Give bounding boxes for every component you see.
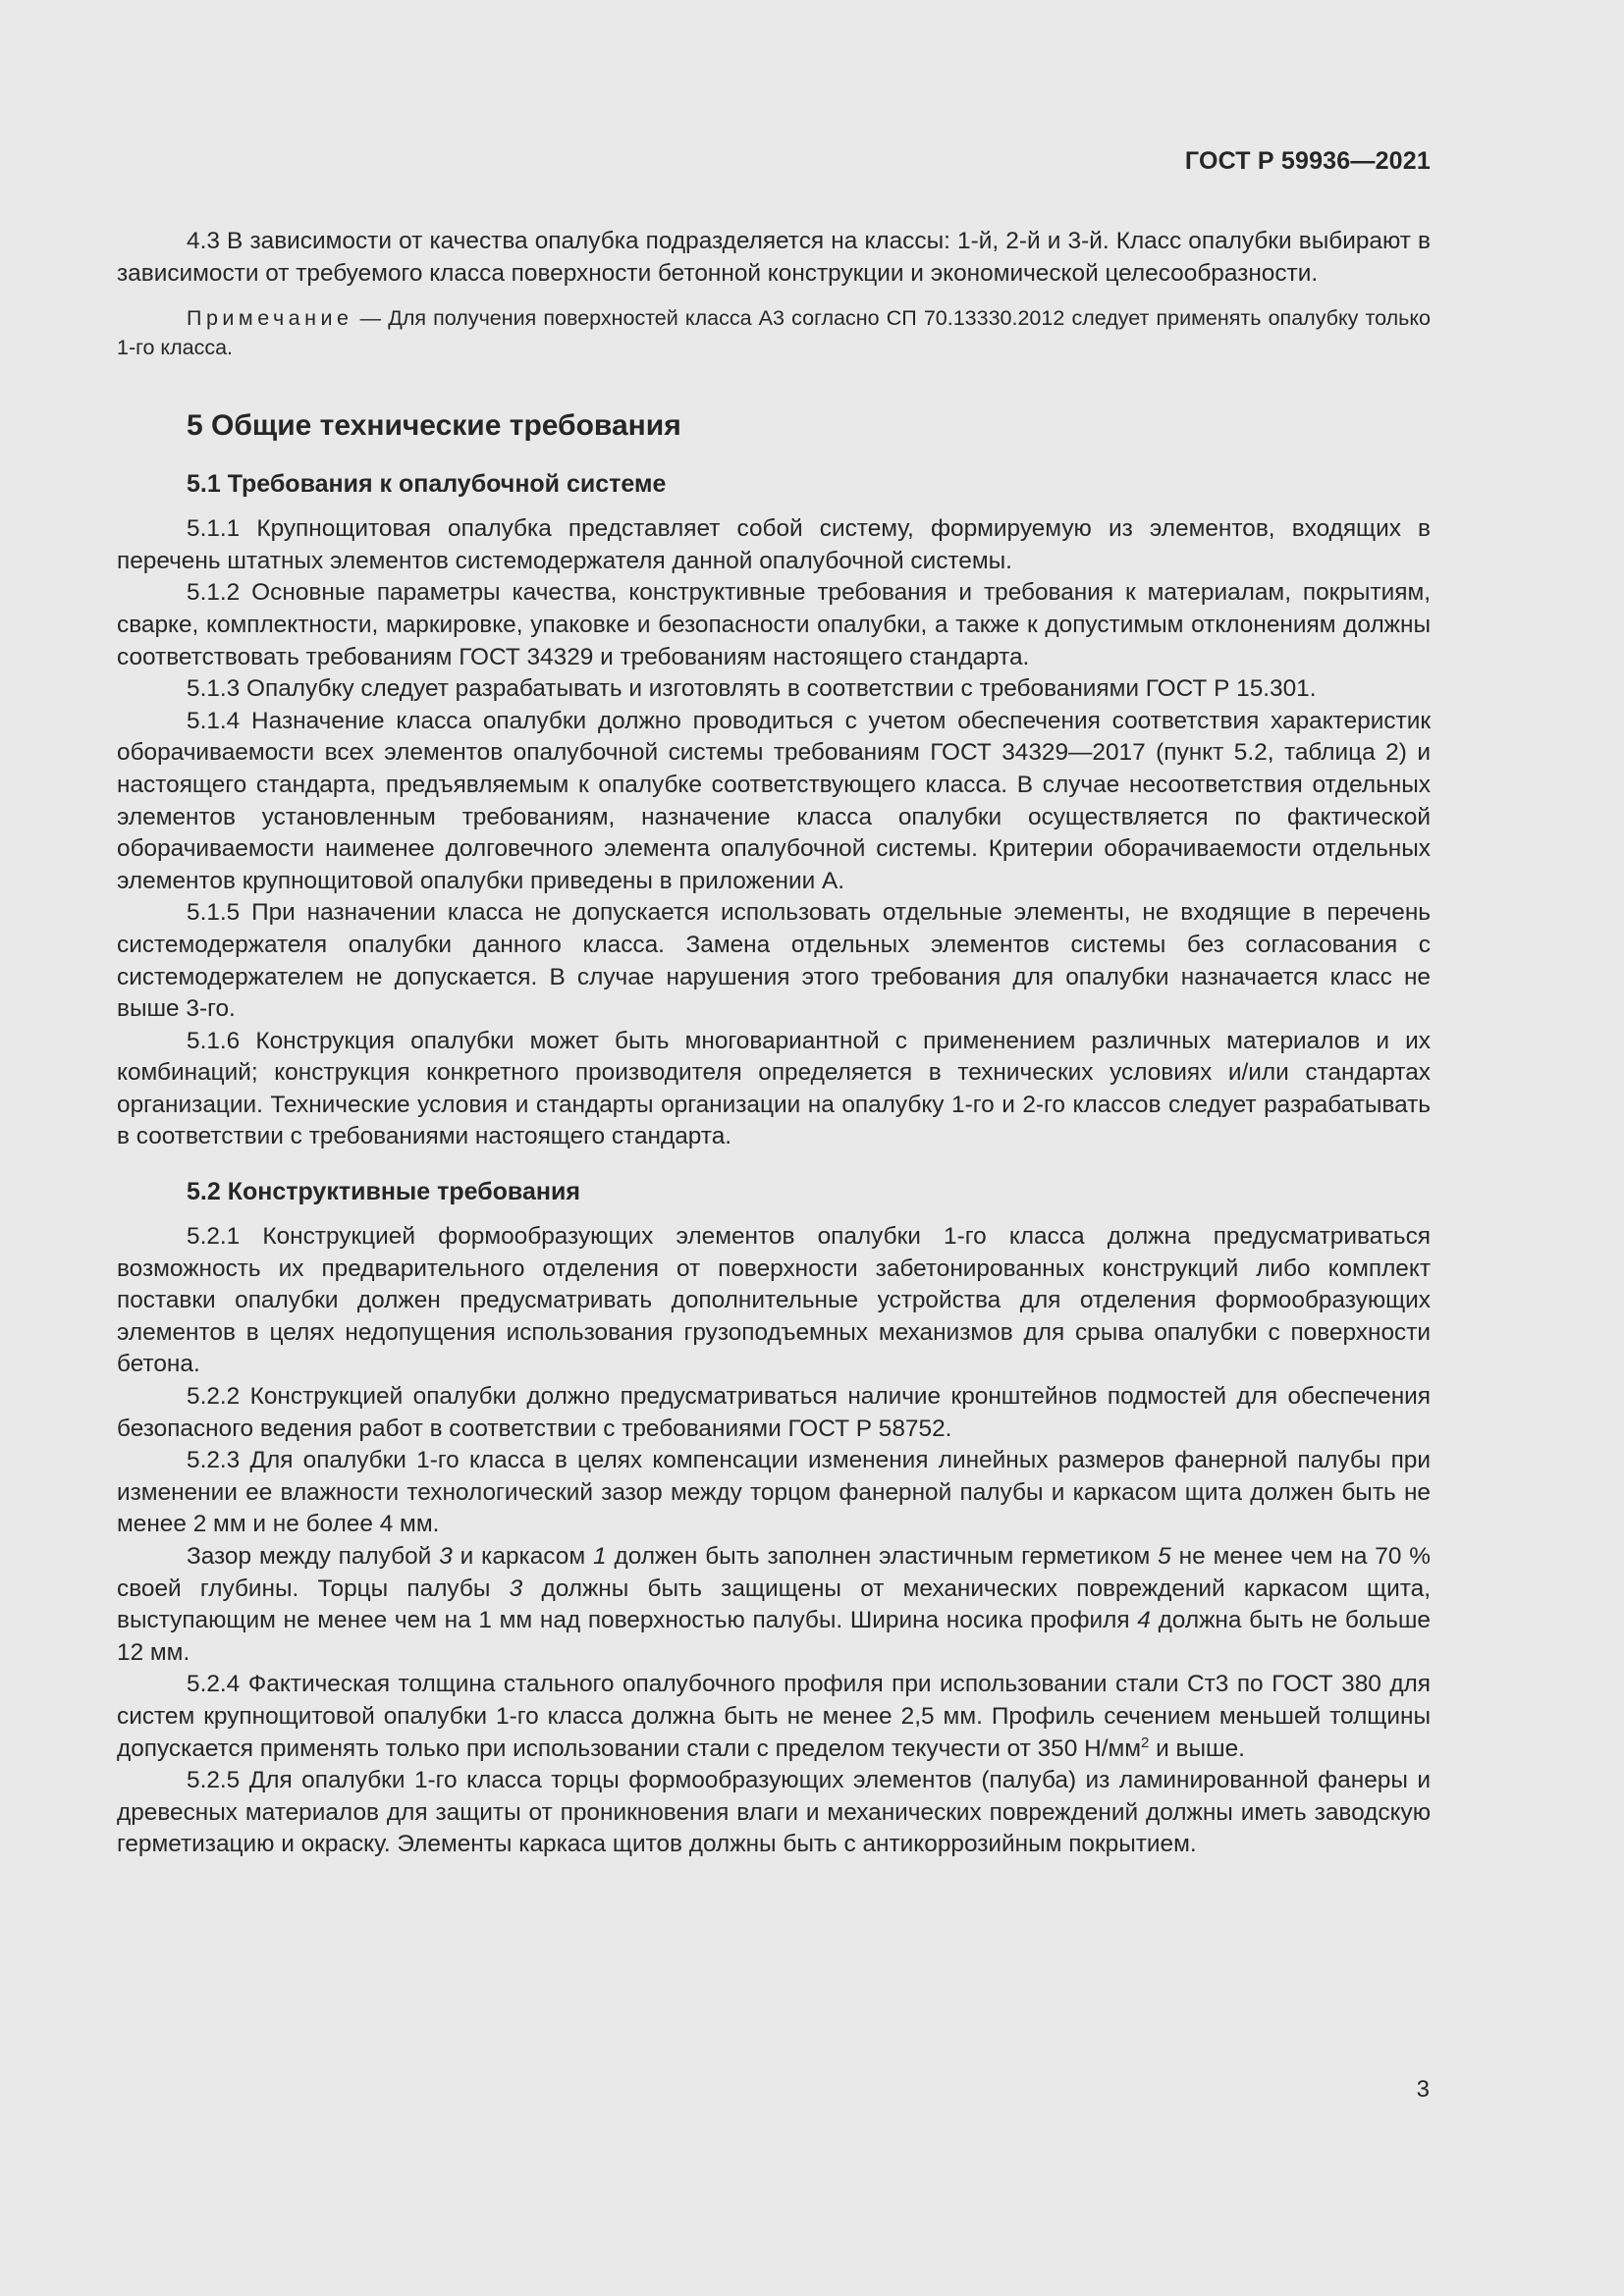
note-label: Примечание — [187, 306, 353, 331]
note-text: — Для получения поверхностей класса А3 согласно СП 70.13330.2012 следует применять опалубку только 1-го класса. — [117, 306, 1431, 360]
gap-text-3: должен быть заполнен эластичным герметиком — [606, 1543, 1159, 1570]
gap-text-4: не менее чем на 70 % своей глубины. Торцы палубы — [117, 1543, 1431, 1602]
paragraph-5-1-3: 5.1.3 Опалубку следует разрабатывать и изготовлять в соответствии с требованиями ГОСТ Р 15.301. — [187, 675, 1317, 703]
document-header: ГОСТ Р 59936—2021 — [1184, 147, 1431, 175]
paragraph-5-2-1: 5.2.1 Конструкцией формообразующих элементов опалубки 1-го класса должна предусматриваться возможность их предварительного отделения от поверхности забетонированных конструкций либо комплект поставки опалубки должен предусматривать дополнительные устройства для отделения формообразующих элементов в целях недопущения использования грузоподъемных механизмов для срыва опалубки с поверхности бетона. — [117, 1223, 1431, 1378]
document-body — [117, 226, 1431, 1861]
paragraph-gap-filling — [117, 1541, 1431, 1669]
gap-text-5: должны быть защищены от механических повреждений каркасом щита, выступающим не менее чем на 1 мм над поверхностью палубы. Ширина носика профиля — [117, 1575, 1431, 1634]
paragraph-5-2-3: 5.2.3 Для опалубки 1-го класса в целях компенсации изменения линейных размеров фанерной палубы при изменении ее влажности технологический зазор между торцом фанерной палубы и каркасом щита должен быть не менее 2 мм и не более 4 мм. — [117, 1447, 1431, 1538]
section-5-title: 5 Общие технические требования — [187, 409, 681, 443]
note — [117, 303, 1431, 362]
superscript: 2 — [1141, 1734, 1150, 1751]
ref-number: 3 — [439, 1543, 453, 1570]
subsection-5-1-title: 5.1 Требования к опалубочной системе — [187, 470, 667, 499]
ref-number: 4 — [1137, 1607, 1151, 1634]
paragraph-5-1-2: 5.1.2 Основные параметры качества, конструктивные требования и требования к материалам, покрытиям, сварке, комплектности, маркировке, упаковке и безопасности опалубки, а также к допустимым отклонениям должны соответствовать требованиям ГОСТ 34329 и требованиям настоящего стандарта. — [117, 579, 1431, 670]
ref-number: 1 — [593, 1543, 607, 1570]
gap-text-1: Зазор между палубой — [187, 1543, 440, 1570]
subsection-5-2-title: 5.2 Конструктивные требования — [187, 1178, 580, 1206]
paragraph-5-1-6: 5.1.6 Конструкция опалубки может быть многовариантной с применением различных материалов и их комбинаций; конструкция конкретного производителя определяется в технических условиях и/или стандартах организации. Технические условия и стандарты организации на опалубку 1-го и 2-го классов следует разрабатывать в соответствии с требованиями настоящего стандарта. — [117, 1027, 1431, 1150]
paragraph-5-2-4 — [117, 1669, 1431, 1765]
gap-text-2: и каркасом — [452, 1543, 593, 1570]
paragraph-5-2-4-text: 5.2.4 Фактическая толщина стального опалубочного профиля при использовании стали Ст3 по ГОСТ 380 для систем крупнощитовой опалубки 1-го класса должна быть не менее 2,5 мм. Профиль сечением меньшей толщины допускается применять только при использовании стали с пределом текучести от 350 Н/мм — [117, 1671, 1431, 1762]
page-number: 3 — [1416, 2076, 1430, 2103]
ref-number: 3 — [509, 1575, 523, 1602]
ref-number: 5 — [1158, 1543, 1171, 1570]
paragraph-4-3: 4.3 В зависимости от качества опалубка подразделяется на классы: 1-й, 2-й и 3-й. Класс опалубки выбирают в зависимости от требуемого класса поверхности бетонной конструкции и экономической целесообразности. — [117, 228, 1431, 287]
gap-text-6: должна быть не больше 12 мм. — [117, 1607, 1431, 1666]
paragraph-5-2-5: 5.2.5 Для опалубки 1-го класса торцы формообразующих элементов (палуба) из ламинированной фанеры и древесных материалов для защиты от проникновения влаги и механических повреждений должны иметь заводскую герметизацию и окраску. Элементы каркаса щитов должны быть с антикоррозийным покрытием. — [117, 1767, 1431, 1858]
paragraph-5-1-1: 5.1.1 Крупнощитовая опалубка представляет собой систему, формируемую из элементов, входящих в перечень штатных элементов системодержателя данной опалубочной системы. — [117, 515, 1431, 574]
paragraph-5-2-4-tail: и выше. — [1149, 1735, 1245, 1762]
paragraph-5-2-2: 5.2.2 Конструкцией опалубки должно предусматриваться наличие кронштейнов подмостей для обеспечения безопасного ведения работ в соответствии с требованиями ГОСТ Р 58752. — [117, 1383, 1431, 1442]
paragraph-5-1-4: 5.1.4 Назначение класса опалубки должно проводиться с учетом обеспечения соответствия характеристик оборачиваемости всех элементов опалубочной системы требованиям ГОСТ 34329—2017 (пункт 5.2, таблица 2) и настоящего стандарта, предъявляемым к опалубке соответствующего класса. В случае несоответствия отдельных элементов установленным требованиям, назначение класса опалубки осуществляется по фактической оборачиваемости наименее долговечного элемента опалубочной системы. Критерии оборачиваемости отдельных элементов крупнощитовой опалубки приведены в приложении А. — [117, 707, 1431, 894]
paragraph-5-1-5: 5.1.5 При назначении класса не допускается использовать отдельные элементы, не входящие в перечень системодержателя опалубки данного класса. Замена отдельных элементов системы без согласования с системодержателем не допускается. В случае нарушения этого требования для опалубки назначается класс не выше 3-го. — [117, 899, 1431, 1023]
